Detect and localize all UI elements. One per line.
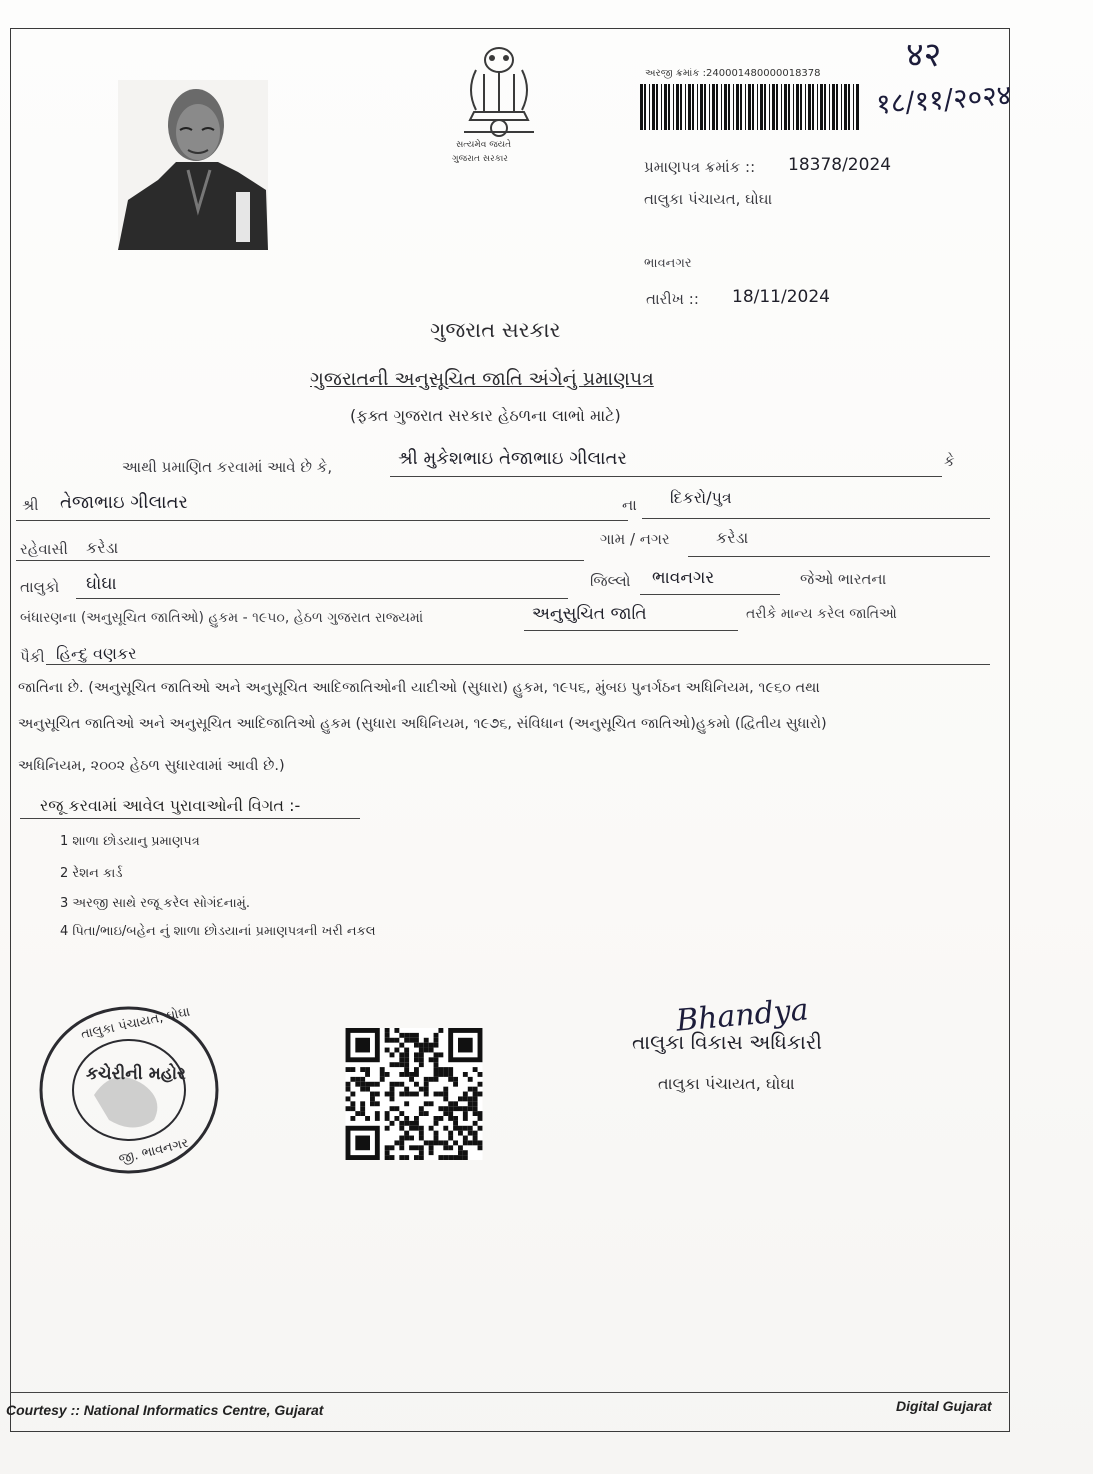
footer-courtesy: Courtesy :: National Informatics Centre, Gujarat [6,1402,324,1418]
district-label: જિલ્લો [590,572,631,590]
handwritten-number: ४२ [906,35,942,75]
person-name: શ્રી મુકેશભાઇ તેજાભાઇ ગીલાતર [398,448,627,469]
evidence-item [60,834,200,849]
evidence-item [60,924,376,939]
district-value: ભાવનગર [652,568,715,588]
village-label: ગામ / નગર [600,530,670,548]
constitution-text: બંધારણના (અનુસૂચિત જાતિઓ) હુકમ - ૧૯૫૦, હેઠળ ગુજરાત રાજ્યમાં [20,610,424,626]
paragraph-line-2: અનુસૂચિત જાતિઓ અને અનુસૂચિત આદિજાતિઓ હુકમ (સુધારા અધિનિયમ, ૧૯૭૬, સંવિધાન (અનુસૂચિત જાતિઓ)હુકમો (દ્વિતીય સુધારો) [18,716,827,732]
evidence-item-text: શાળા છોડયાનુ પ્રમાણપત્ર [72,834,200,849]
evidence-item-number: 4 [60,924,69,939]
issuing-office: તાલુકા પંચાયત, ઘોઘા [644,190,773,208]
indian-citizen-text: જેઓ ભારતના [800,570,887,588]
evidence-item [60,896,250,911]
na-label: ના [622,496,637,514]
resident-label: રહેવાસી [20,540,68,558]
category-value: અનુસુચિત જાતિ [532,604,647,624]
resident-value: કરેડા [86,538,119,557]
emblem-caption-1: સત્યમેવ જયતે [456,140,512,150]
seal-center-text: કચેરીની મહોર [86,1064,186,1084]
relation-value: દિકરો/પુત્ર [670,488,732,507]
shri-label: શ્રી [22,496,39,514]
relation-underline [642,518,990,519]
evidence-item-text: રેશન કાર્ડ [72,866,123,881]
certificate-number: 18378/2024 [788,155,892,175]
date-label: તારીખ :: [646,290,699,308]
evidence-item-text: અરજી સાથે રજૂ કરેલ સોગંદનામું. [72,896,250,911]
evidence-item-number: 3 [60,896,69,911]
certify-text: આથી પ્રમાણિત કરવામાં આવે છે કે, [122,458,333,476]
officer-title: તાલુકા વિકાસ અધિકારી [632,1030,822,1054]
footer-brand: Digital Gujarat [896,1398,992,1414]
certificate-title: ગુજરાતની અનુસૂચિત જાતિ અંગેનું પ્રમાણપત્ર [310,368,654,390]
officer-signature: Bhandya [674,992,810,1039]
village-value: કરેડા [716,528,749,547]
taluka-value: ઘોઘા [86,574,117,594]
paragraph-line-1: જાતિના છે. (અનુસૂચિત જાતિઓ અને અનુસૂચિત આદિજાતિઓની યાદીઓ (સુધારા) હુકમ, ૧૯૫૬, મુંબઇ પુનર્ગઠન અધિનિયમ, ૧૯૬૦ તથા [18,680,820,696]
recognized-text: તરીકે માન્ય કરેલ જાતિઓ [746,606,897,622]
seal-top-text: તાલુકા પંચાયત, ઘોઘા [79,1004,192,1043]
seal-bottom-text: જી. ભાવનગર [117,1135,191,1168]
state-emblem [444,40,554,170]
evidence-item-text: પિતા/ભાઇ/બહેન નું શાળા છોડયાનાં પ્રમાણપત્રની ખરી નકલ [72,924,376,939]
barcode [640,84,862,130]
emblem-caption-2: ગુજરાત સરકાર [452,154,508,164]
certificate-subtitle: (ફક્ત ગુજરાત સરકાર હેઠળના લાભો માટે) [350,406,621,425]
evidence-heading: રજૂ કરવામાં આવેલ પુરાવાઓની વિગત :- [40,796,301,815]
taluka-underline [76,598,568,599]
father-name: તેજાભાઇ ગીલાતર [60,492,188,513]
caste-value: હિન્દુ વણકર [56,644,137,663]
suffix-ke: કે [944,452,955,470]
applicant-photo [118,80,268,250]
name-underline [390,476,942,477]
paragraph-line-3: અધિનિયમ, ૨૦૦૨ હેઠળ સુધારવામાં આવી છે.) [18,758,285,774]
footer-rule [10,1392,1008,1393]
office-seal [34,1000,224,1180]
application-number: 240001480000018378 [706,68,821,79]
father-underline [16,520,628,521]
officer-office: તાલુકા પંચાયત, ઘોઘા [658,1074,795,1093]
certificate-number-label: પ્રમાણપત્ર ક્રમાંક :: [644,158,756,176]
among-label: પૈકી [20,648,45,666]
application-number-label: અરજી ક્રમાંક : [645,68,706,79]
evidence-item-number: 2 [60,866,69,881]
district-underline [640,594,780,595]
category-underline [524,630,738,631]
caste-underline [46,664,990,665]
government-title: ગુજરાત સરકાર [430,318,561,342]
evidence-item [60,866,122,881]
evidence-heading-underline [20,818,360,819]
handwritten-date: १८/११/२०२४ [875,78,1013,121]
taluka-label: તાલુકો [20,578,60,596]
resident-underline [16,560,584,561]
evidence-item-number: 1 [60,834,69,849]
issue-date: 18/11/2024 [732,287,830,307]
village-underline [688,556,990,557]
district-name: ભાવનગર [644,256,692,271]
qr-code [344,1028,484,1160]
